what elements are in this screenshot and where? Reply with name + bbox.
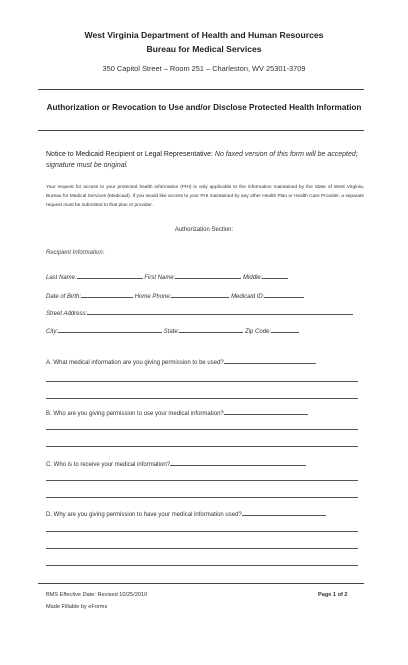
home-phone-field[interactable] [171,291,229,298]
notice-body: Your request for access to your protected health information (PHI) is only applicable to the information maintained by the State of West Virginia, Bureau for Medical Services (Medicaid). If you would like access to your PHI maintained by any other Health Plan or Health Care Provider, a separate request must be submitted to that plan or provider. [46,185,364,209]
middle-field[interactable] [262,272,288,279]
header-divider [38,89,364,90]
question-d [46,509,326,518]
city-field[interactable] [58,326,162,333]
question-a-label: A. What medical information are you giving permission to be used? [46,360,224,366]
form-title: Authorization or Revocation to Use and/or Disclose Protected Health Information [46,103,362,112]
notice-emphasis: No faxed version of this form will be accepted; signature must be original. [46,151,358,169]
answer-d-line[interactable] [46,565,358,566]
agency-name: West Virginia Department of Health and Human Resources [84,30,324,40]
question-a [46,357,316,366]
dob-label: Date of Birth: [46,294,82,300]
middle-label: Middle: [243,275,263,281]
answer-a-line[interactable] [46,398,358,399]
zip-field[interactable] [271,326,299,333]
city-label: City: [46,329,58,335]
question-a-field[interactable] [224,357,316,364]
agency-address: 350 Capitol Street – Room 251 – Charleston, WV 25301-3709 [102,64,306,73]
city-row [46,326,299,335]
question-c-field[interactable] [170,459,306,466]
zip-label: Zip Code: [245,329,272,335]
answer-d-line[interactable] [46,531,358,532]
name-row [46,272,288,281]
question-c-label: C. Who is to receive your medical information? [46,462,171,468]
first-name-field[interactable] [175,272,241,279]
dob-field[interactable] [81,291,133,298]
state-label: State: [163,329,180,335]
street-row [46,308,353,317]
recipient-info-label: Recipient Information: [46,250,105,256]
notice-lead: Notice to Medicaid Recipient or Legal Representative: [46,151,213,158]
fillable-note: Made Fillable by eForms [46,604,108,610]
street-field[interactable] [87,308,353,315]
dob-row [46,291,304,300]
question-c [46,459,306,468]
notice-heading [46,150,364,171]
authorization-section-title: Authorization Section: [174,227,234,233]
medicaid-id-field[interactable] [264,291,304,298]
answer-b-line[interactable] [46,446,358,447]
street-label: Street Address: [46,311,88,317]
last-name-label: Last Name: [46,275,77,281]
bureau-name: Bureau for Medical Services [146,44,262,54]
medicaid-id-label: Medicaid ID: [231,294,265,300]
home-phone-label: Home Phone: [134,294,172,300]
question-b-label: B. Who are you giving permission to use your medical information? [46,411,224,417]
answer-a-line[interactable] [46,381,358,382]
question-d-label: D. Why are you giving permission to have your medical information used? [46,512,242,518]
answer-d-line[interactable] [46,548,358,549]
question-d-field[interactable] [242,509,326,516]
question-b [46,408,308,417]
first-name-label: First Name: [144,275,176,281]
answer-c-line[interactable] [46,497,358,498]
effective-date: BMS Effective Date: Revised 10/25/2010 [46,592,148,598]
question-b-field[interactable] [224,408,308,415]
page-number: Page 1 of 2 [318,592,348,598]
last-name-field[interactable] [77,272,143,279]
answer-c-line[interactable] [46,480,358,481]
footer-divider [38,583,364,584]
title-divider [38,130,364,131]
state-field[interactable] [179,326,243,333]
answer-b-line[interactable] [46,429,358,430]
